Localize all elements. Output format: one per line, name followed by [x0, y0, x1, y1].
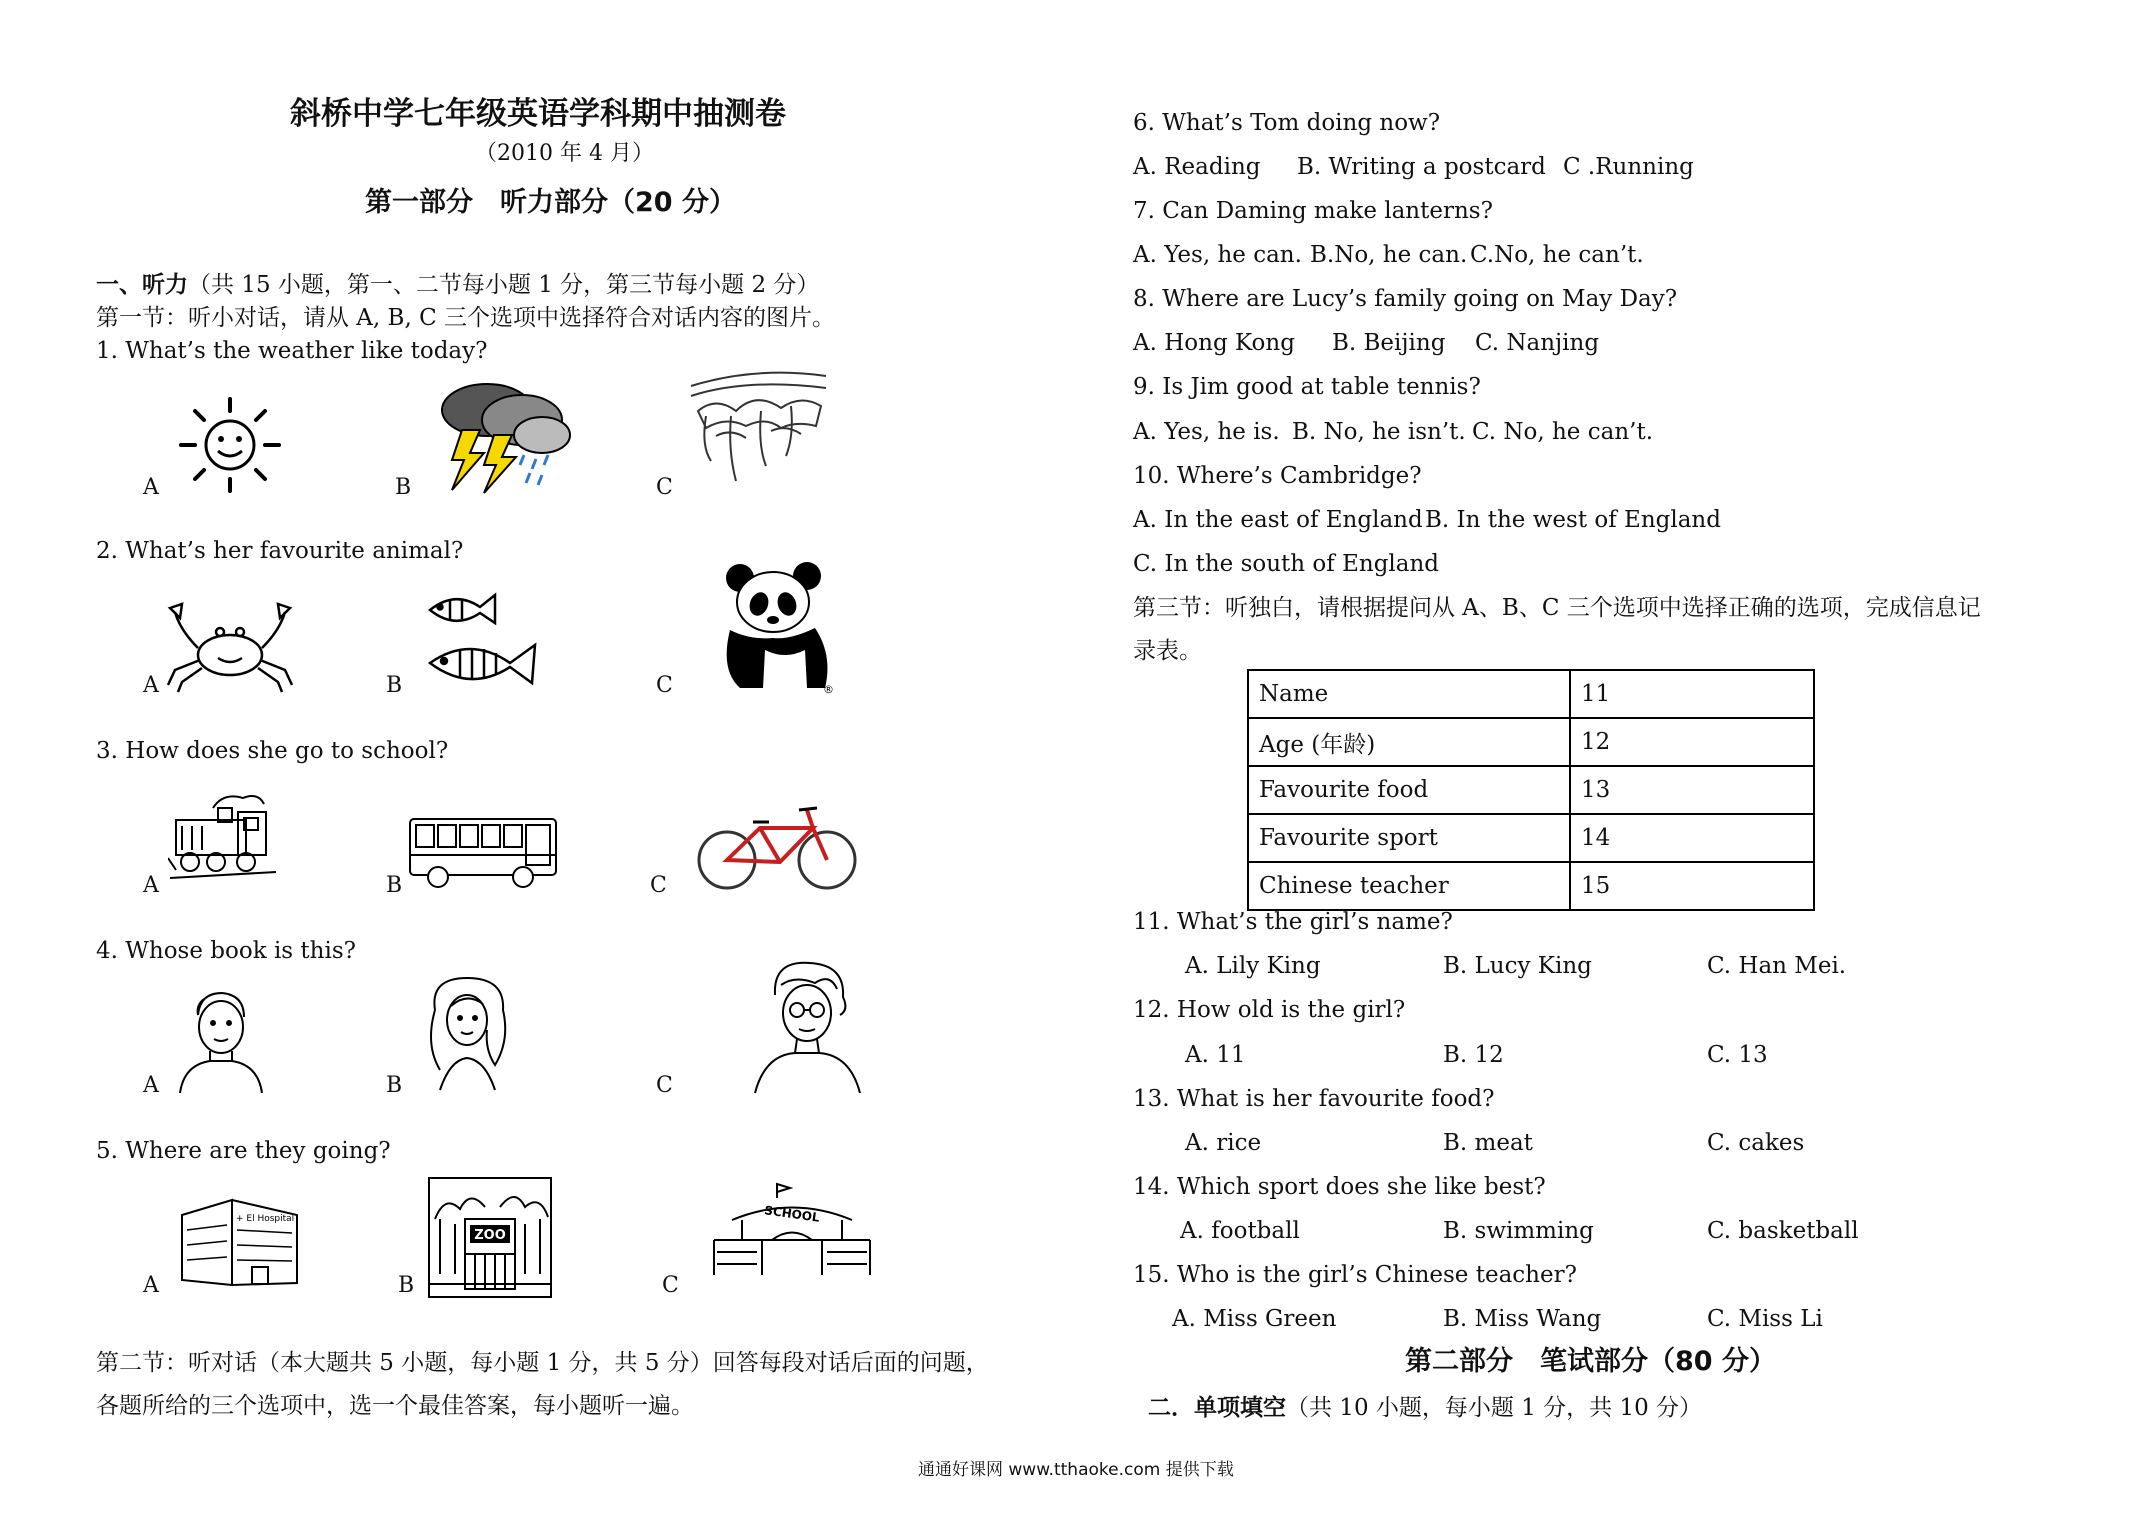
- part2-section-heading: [1148, 1395, 1702, 1423]
- option-14c: C. basketball: [1707, 1218, 1859, 1244]
- exam-date: （2010 年 4 月）: [475, 141, 654, 166]
- option-label-a: A: [143, 673, 159, 698]
- section3-instruction-line2: 录表。: [1133, 638, 1202, 664]
- question-4: 4. Whose book is this?: [96, 938, 356, 964]
- panda-icon: [715, 560, 835, 695]
- question-7: 7. Can Daming make lanterns?: [1133, 198, 1493, 224]
- girl-icon: [415, 970, 520, 1095]
- option-11a: A. Lily King: [1185, 953, 1321, 979]
- option-6b: B. Writing a postcard: [1297, 154, 1546, 180]
- option-13c: C. cakes: [1707, 1130, 1805, 1156]
- question-15: 15. Who is the girl’s Chinese teacher?: [1133, 1262, 1577, 1288]
- bicycle-icon: [695, 800, 860, 895]
- option-14b: B. swimming: [1443, 1218, 1594, 1244]
- option-label-a: A: [143, 1073, 159, 1098]
- zoo-picture: [428, 1177, 552, 1298]
- section3-instruction-line1: 第三节：听独白，请根据提问从 A、B、C 三个选项中选择正确的选项，完成信息记: [1133, 595, 1981, 621]
- table-cell-label: Name: [1248, 670, 1570, 718]
- option-11c: C. Han Mei.: [1707, 953, 1847, 979]
- question-1: 1. What’s the weather like today?: [96, 338, 488, 364]
- table-row: [1248, 862, 1814, 910]
- table-cell-label: Favourite sport: [1248, 814, 1570, 862]
- hospital-icon: [172, 1195, 307, 1295]
- table-cell-number: 11: [1570, 670, 1814, 718]
- table-cell-number: 14: [1570, 814, 1814, 862]
- option-9c: C. No, he can’t.: [1472, 419, 1654, 445]
- option-9b: B. No, he isn’t.: [1292, 419, 1466, 445]
- panda-registered-mark: ®: [823, 683, 834, 695]
- question-5: 5. Where are they going?: [96, 1138, 391, 1164]
- section1-heading: [96, 272, 819, 300]
- option-label-b: B: [395, 475, 412, 500]
- option-label-c: C: [662, 1273, 679, 1298]
- table-row: [1248, 670, 1814, 718]
- thunderstorm-icon: [432, 375, 572, 495]
- part2-heading-rest: （共 10 小题，每小题 1 分，共 10 分）: [1286, 1395, 1703, 1421]
- option-10a: A. In the east of England: [1133, 507, 1423, 533]
- option-8b: B. Beijing: [1332, 330, 1446, 356]
- option-7c: C.No, he can’t.: [1470, 242, 1644, 268]
- option-6a: A. Reading: [1133, 154, 1261, 180]
- table-cell-number: 15: [1570, 862, 1814, 910]
- table-cell-label: Age (年龄): [1248, 718, 1570, 766]
- option-9a: A. Yes, he is.: [1133, 419, 1280, 445]
- question-8: 8. Where are Lucy’s family going on May Day?: [1133, 286, 1678, 312]
- option-label-b: B: [386, 1073, 403, 1098]
- table-cell-label: Favourite food: [1248, 766, 1570, 814]
- option-label-b: B: [398, 1273, 415, 1298]
- option-13b: B. meat: [1443, 1130, 1533, 1156]
- option-11b: B. Lucy King: [1443, 953, 1592, 979]
- question-13: 13. What is her favourite food?: [1133, 1086, 1495, 1112]
- option-label-c: C: [650, 873, 667, 898]
- hospital-sign: + El Hospital: [236, 1214, 295, 1224]
- crab-icon: [160, 600, 300, 695]
- question-12: 12. How old is the girl?: [1133, 997, 1406, 1023]
- footer-credit: 通通好课网 www.tthaoke.com 提供下载: [918, 1460, 1234, 1480]
- option-8a: A. Hong Kong: [1133, 330, 1295, 356]
- section1-heading-rest: （共 15 小题，第一、二节每小题 1 分，第三节每小题 2 分）: [188, 272, 820, 298]
- school-icon: [712, 1180, 872, 1280]
- option-13a: A. rice: [1185, 1130, 1262, 1156]
- table-cell-label: Chinese teacher: [1248, 862, 1570, 910]
- part1-title: 第一部分 听力部分（20 分）: [365, 187, 736, 218]
- section2-instruction-line1: 第二节：听对话（本大题共 5 小题，每小题 1 分，共 5 分）回答每段对话后面的问题，: [96, 1350, 989, 1376]
- question-14: 14. Which sport does she like best?: [1133, 1174, 1546, 1200]
- option-label-b: B: [386, 873, 403, 898]
- table-row: [1248, 814, 1814, 862]
- table-cell-number: 12: [1570, 718, 1814, 766]
- boy-icon: [170, 985, 270, 1095]
- option-label-b: B: [386, 673, 403, 698]
- option-14a: A. football: [1180, 1218, 1300, 1244]
- option-7b: B.No, he can.: [1310, 242, 1468, 268]
- school-sign: SCHOOL: [763, 1203, 821, 1225]
- woman-icon: [745, 955, 870, 1095]
- question-6: 6. What’s Tom doing now?: [1133, 110, 1441, 136]
- option-12a: A. 11: [1185, 1042, 1246, 1068]
- option-label-c: C: [656, 673, 673, 698]
- bus-icon: [408, 815, 558, 890]
- part2-heading-bold: 二．单项填空: [1148, 1395, 1286, 1421]
- option-6c: C .Running: [1563, 154, 1694, 180]
- option-label-c: C: [656, 475, 673, 500]
- question-9: 9. Is Jim good at table tennis?: [1133, 374, 1481, 400]
- option-10b: B. In the west of England: [1425, 507, 1721, 533]
- option-15c: C. Miss Li: [1707, 1306, 1823, 1332]
- part2-title: 第二部分 笔试部分（80 分）: [1405, 1346, 1776, 1377]
- option-12b: B. 12: [1443, 1042, 1504, 1068]
- table-row: [1248, 718, 1814, 766]
- option-12c: C. 13: [1707, 1042, 1768, 1068]
- question-10: 10. Where’s Cambridge?: [1133, 463, 1422, 489]
- sun-icon: [175, 395, 285, 495]
- option-label-c: C: [656, 1073, 673, 1098]
- question-3: 3. How does she go to school?: [96, 738, 449, 764]
- question-11: 11. What’s the girl’s name?: [1133, 909, 1453, 935]
- option-7a: A. Yes, he can.: [1133, 242, 1302, 268]
- info-record-table: [1247, 669, 1815, 911]
- option-15b: B. Miss Wang: [1443, 1306, 1602, 1332]
- option-label-a: A: [143, 873, 159, 898]
- fish-icon: [420, 585, 550, 695]
- section1-heading-bold: 一、听力: [96, 272, 188, 298]
- section2-instruction-line2: 各题所给的三个选项中，选一个最佳答案，每小题听一遍。: [96, 1393, 694, 1419]
- section1-instruction: 第一节：听小对话，请从 A, B, C 三个选项中选择符合对话内容的图片。: [96, 305, 835, 331]
- exam-title: 斜桥中学七年级英语学科期中抽测卷: [290, 96, 786, 132]
- option-8c: C. Nanjing: [1475, 330, 1600, 356]
- table-row: [1248, 766, 1814, 814]
- zoo-sign: ZOO: [474, 1228, 506, 1243]
- snowy-trees-icon: [686, 366, 831, 491]
- zoo-gate-icon: [430, 1179, 550, 1296]
- question-2: 2. What’s her favourite animal?: [96, 538, 464, 564]
- option-15a: A. Miss Green: [1172, 1306, 1337, 1332]
- option-10c: C. In the south of England: [1133, 551, 1440, 577]
- option-label-a: A: [143, 475, 159, 500]
- option-label-a: A: [143, 1273, 159, 1298]
- table-cell-number: 13: [1570, 766, 1814, 814]
- train-icon: [168, 790, 278, 885]
